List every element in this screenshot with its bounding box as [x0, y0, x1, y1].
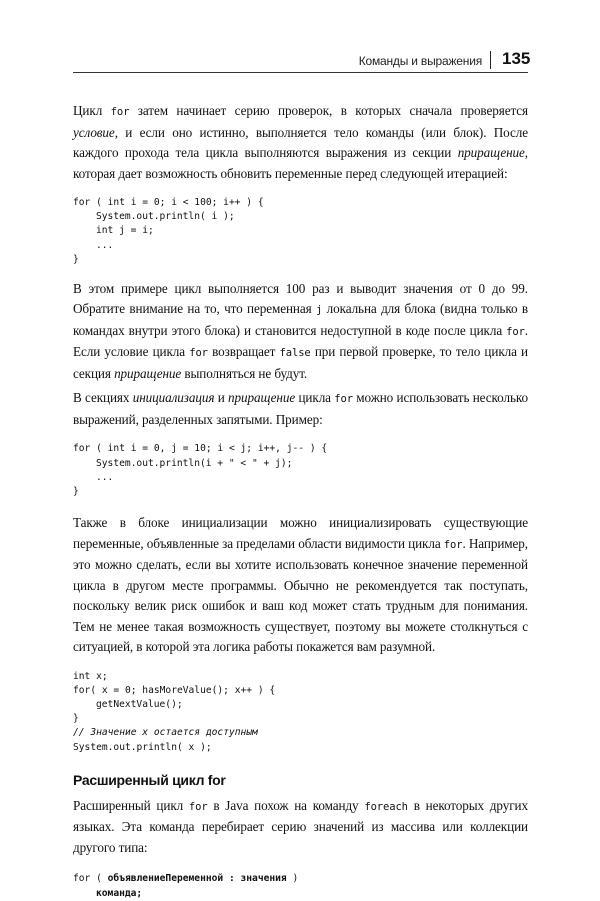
running-title: Команды и выражения	[358, 54, 482, 68]
code-block-comma-expressions: for ( int i = 0, j = 10; i < j; i++, j-- ) { System.out.println(i + " < " + j); ... }	[73, 443, 328, 497]
paragraph-enhanced-for: Расширенный цикл for в Java похож на команду foreach в некоторых других языках. Эта команда перебирает серию значений из массива или коллекции другого типа:	[73, 797, 528, 855]
header-divider	[490, 51, 491, 69]
paragraph-for-loop-intro: Цикл for затем начинает серию проверок, в которых сначала проверяется условие, и если оно истинно, выполняется тело команды (или блок). После каждого прохода тела цикла выполняются выражения из секции приращение, которая дает возможность обновить переменные перед следующей итерацией:	[73, 103, 528, 181]
paragraph-loop-explanation: В этом примере цикл выполняется 100 раз и выводит значения от 0 до 99. Обратите внимание на то, что переменная j локальна для блока (видна только в командах внутри этого блока) и становится недоступной в коде после цикла for. Если условие цикла for возвращает false при первой проверке, то тело цикла и секция приращение выполняться не будут.	[73, 280, 529, 381]
page-content	[73, 94, 528, 901]
header-rule	[73, 72, 528, 73]
code-block-for-loop: for ( int i = 0; i < 100; i++ ) { System.out.println( i ); int j = i; ... }	[73, 197, 264, 265]
page-number: 135	[502, 49, 531, 68]
paragraph-multiple-expressions: В секциях инициализация и приращение цикла for можно использовать несколько выражений, разделенных запятыми. Пример:	[73, 390, 528, 427]
paragraph-existing-variables: Также в блоке инициализации можно инициализировать существующие переменные, объявленные за пределами области видимости цикла for. Например, это можно сделать, если вы хотите использовать конечное значение переменной цикла в другом месте программы. Обычно не рекомендуется так поступать, поскольку велик риск ошибок и ваш код может стать трудным для понимания. Тем не менее такая возможность существует, поэтому вы можете столкнуться с ситуацией, в которой эта логика работы покажется вам разумной.	[73, 515, 528, 655]
code-block-enhanced-for-syntax: for ( объявлениеПеременной : значения ) команда;	[73, 873, 299, 899]
section-heading-enhanced-for: Расширенный цикл for	[73, 771, 226, 788]
code-comment: // Значение x остается доступным	[73, 727, 258, 739]
code-block-external-variable: int x; for( x = 0; hasMoreValue(); x++ ) { getNextValue(); } // Значение x остается доступным System.out.println( x );	[73, 670, 528, 755]
page-header	[0, 46, 600, 76]
